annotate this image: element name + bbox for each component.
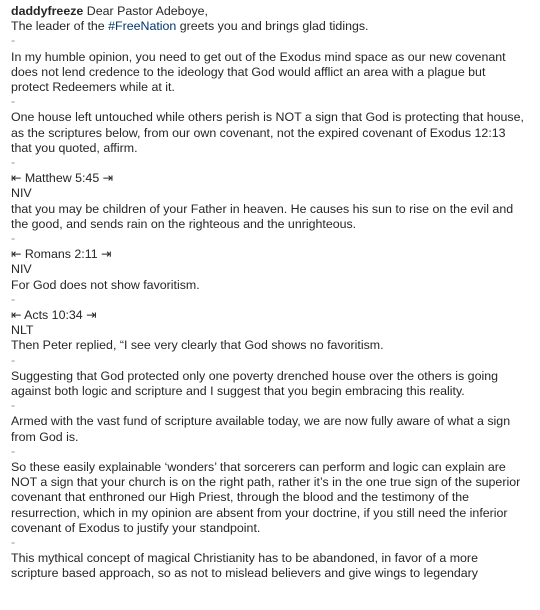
para5-line: So these easily explainable ‘wonders’ that sorcerers can perform and logic can explain are	[11, 459, 506, 474]
para5-line: resurrection, which in my opinion are absent from your doctrine, if you still need the inferior	[11, 505, 508, 520]
separator-dash: -	[11, 534, 16, 549]
para3-line: against both logic and scripture and I suggest that you begin embracing this reality.	[11, 383, 465, 398]
caption-intro-line	[11, 19, 535, 34]
separator-dash: -	[11, 33, 16, 48]
intro-text-before: The leader of the	[11, 19, 109, 34]
intro-text-after: greets you and brings glad tidings.	[176, 19, 369, 34]
para5-line: covenant that enthroned our High Priest, through the blood and the testimony of the	[11, 490, 470, 505]
verse3-version: NLT	[11, 323, 34, 338]
para5-line: NOT a sign that your church is on the right path, rather it’s in the one true sign of the superior	[11, 475, 521, 490]
verse2-text-line: For God does not show favoritism.	[11, 277, 200, 292]
username-link[interactable]: daddyfreeze	[11, 4, 84, 18]
para2-line: One house left untouched while others perish is NOT a sign that God is protecting that house,	[11, 110, 524, 125]
para4-line: from God is.	[11, 429, 79, 444]
separator-dash: -	[11, 398, 16, 413]
separator-dash: -	[11, 352, 16, 367]
para6-line: This mythical concept of magical Christianity has to be abandoned, in favor of a more	[11, 551, 478, 566]
hashtag-freenation-link[interactable]: #FreeNation	[108, 19, 177, 34]
para2-line: that you quoted, affirm.	[11, 140, 138, 155]
separator-dash: -	[11, 155, 16, 169]
para3-line: Suggesting that God protected only one poverty drenched house over the others is going	[11, 368, 498, 383]
post-caption	[11, 4, 535, 610]
para6-line: scripture based approach, so as not to mislead believers and give wings to legendary	[11, 566, 478, 581]
para4-line: Armed with the vast fund of scripture available today, we are now fully aware of what a sign	[11, 414, 511, 429]
verse2-reference: ⇤ Romans 2:11 ⇥	[11, 247, 112, 262]
separator-dash: -	[11, 231, 16, 245]
verse1-reference: ⇤ Matthew 5:45 ⇥	[11, 171, 114, 186]
separator-dash: -	[11, 443, 16, 458]
separator-dash: -	[11, 94, 16, 109]
para1-line: does not lend credence to the ideology that God would afflict an area with a plague but	[11, 64, 486, 79]
separator-dash: -	[11, 291, 16, 306]
para1-line: In my humble opinion, you need to get out of the Exodus mind space as our new covenant	[11, 49, 506, 64]
para2-line: as the scriptures below, from our own covenant, not the expired covenant of Exodus 12:13	[11, 125, 506, 140]
caption-first-line	[11, 4, 535, 19]
para1-line: protect Redeemers while at it.	[11, 80, 175, 94]
verse1-text-line: the good, and sends rain on the righteous and the unrighteous.	[11, 216, 357, 231]
greeting-text: Dear Pastor Adeboye,	[86, 4, 208, 18]
verse3-reference: ⇤ Acts 10:34 ⇥	[11, 307, 97, 322]
verse2-version: NIV	[11, 262, 32, 277]
para5-line: covenant of Exodus to justify your standpoint.	[11, 520, 261, 535]
verse3-text-line: Then Peter replied, “I see very clearly that God shows no favoritism.	[11, 338, 384, 353]
verse1-text-line: that you may be children of your Father in heaven. He causes his sun to rise on the evil and	[11, 201, 514, 216]
verse1-version: NIV	[11, 186, 32, 201]
